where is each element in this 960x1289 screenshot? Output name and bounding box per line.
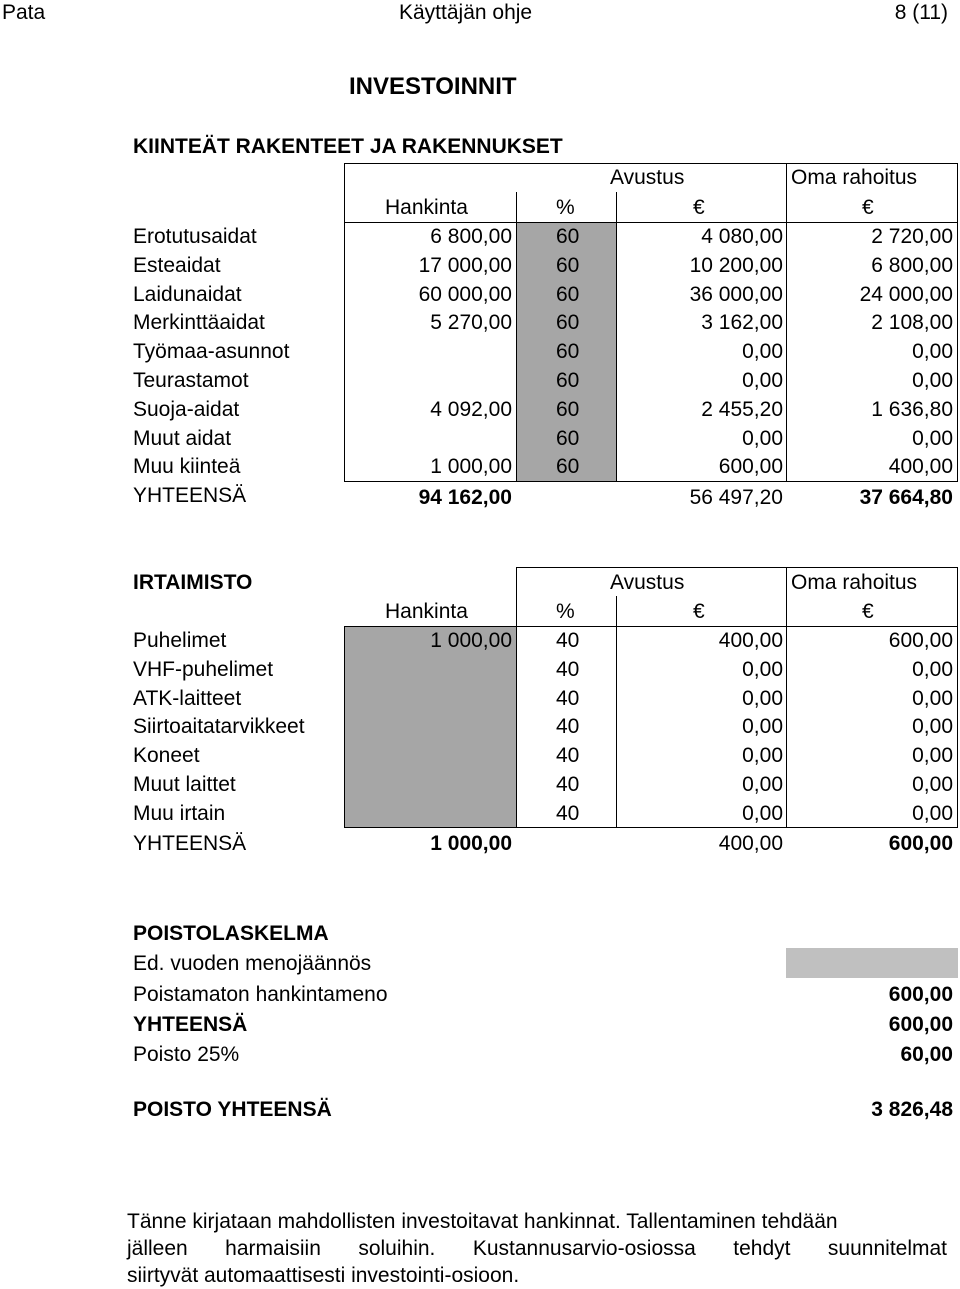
fixed-divider-2 xyxy=(616,192,617,481)
movable-row-label: Muu irtain xyxy=(133,801,226,825)
movable-total-avustus: 400,00 xyxy=(718,832,783,855)
fixed-row-pct: 60 xyxy=(556,340,580,364)
fixed-row-hankinta[interactable]: 1 000,00 xyxy=(430,455,512,479)
fixed-row-avustus: 0,00 xyxy=(742,369,783,392)
movable-row-oma: 0,00 xyxy=(912,657,953,681)
fixed-row-pct: 60 xyxy=(556,225,580,248)
page-title: INVESTOINNIT xyxy=(349,73,517,100)
fixed-col-eur-avustus: € xyxy=(693,196,705,219)
movable-row-label: ATK-laitteet xyxy=(133,686,242,710)
fixed-row-hankinta[interactable]: 17 000,00 xyxy=(418,253,512,277)
fixed-row-avustus: 0,00 xyxy=(742,340,783,364)
fixed-row-pct: 60 xyxy=(556,397,580,421)
fixed-row-label: Muut aidat xyxy=(133,426,232,450)
movable-col-eur-avustus: € xyxy=(693,600,705,623)
fixed-row-avustus: 10 200,00 xyxy=(689,253,783,277)
depreciation-total-label: POISTO YHTEENSÄ xyxy=(133,1098,332,1121)
movable-row-oma: 0,00 xyxy=(912,744,953,768)
movable-row-pct: 40 xyxy=(556,629,580,652)
note-line-3: siirtyvät automaattisesti investointi-osioon. xyxy=(127,1264,520,1287)
movable-row-avustus: 0,00 xyxy=(742,715,783,739)
fixed-row-label: Muu kiinteä xyxy=(133,455,241,479)
fixed-col-oma: Oma rahoitus xyxy=(791,166,918,189)
fixed-row-oma: 2 108,00 xyxy=(871,311,953,335)
note-line-1: Tänne kirjataan mahdollisten investoitavat hankinnat. Tallentaminen tehdään xyxy=(127,1210,838,1233)
movable-total-label: YHTEENSÄ xyxy=(133,832,247,855)
fixed-row-oma: 0,00 xyxy=(912,340,953,364)
fixed-header-border xyxy=(344,222,958,223)
note-line-2: jälleen harmaisiin soluihin. Kustannusarvio-osiossa tehdyt suunnitelmat xyxy=(127,1237,947,1260)
movable-col-avustus: Avustus xyxy=(610,571,685,594)
movable-row-label: Muut laittet xyxy=(133,773,236,796)
movable-top-border xyxy=(516,567,958,568)
depreciation-sum-value: 600,00 xyxy=(888,1013,953,1036)
fixed-left-border xyxy=(344,163,345,481)
fixed-row-label: Merkinttäaidat xyxy=(133,311,265,335)
movable-row-pct: 40 xyxy=(556,773,580,796)
movable-col-eur-oma: € xyxy=(862,600,874,623)
depreciation-total-value: 3 826,48 xyxy=(871,1098,953,1121)
fixed-row-oma: 2 720,00 xyxy=(871,225,953,248)
movable-row-pct: 40 xyxy=(556,715,580,739)
fixed-bottom-border xyxy=(344,481,958,482)
fixed-row-hankinta[interactable]: 4 092,00 xyxy=(430,397,512,421)
fixed-row-label: Laidunaidat xyxy=(133,282,242,306)
movable-row-pct: 40 xyxy=(556,686,580,710)
movable-row-avustus: 400,00 xyxy=(718,629,783,652)
fixed-row-label: Erotutusaidat xyxy=(133,225,257,248)
movable-row-avustus: 0,00 xyxy=(742,657,783,681)
movable-row-avustus: 0,00 xyxy=(742,801,783,825)
depreciation-rate-label: Poisto 25% xyxy=(133,1043,240,1066)
movable-divider-2 xyxy=(616,596,617,827)
undepreciated-label: Poistamaton hankintameno xyxy=(133,983,388,1006)
fixed-row-avustus: 36 000,00 xyxy=(689,282,783,306)
movable-header-border xyxy=(344,626,958,627)
movable-row-avustus: 0,00 xyxy=(742,686,783,710)
fixed-row-pct: 60 xyxy=(556,311,580,335)
fixed-row-oma: 0,00 xyxy=(912,426,953,450)
movable-row-oma: 0,00 xyxy=(912,773,953,796)
header-center: Käyttäjän ohje xyxy=(399,1,533,24)
movable-row-oma: 600,00 xyxy=(888,629,953,652)
movable-row-label: Puhelimet xyxy=(133,629,227,652)
fixed-row-pct: 60 xyxy=(556,455,580,479)
movable-bottom-border xyxy=(344,827,958,828)
fixed-row-avustus: 600,00 xyxy=(718,455,783,479)
movable-row-label: Siirtoaitatarvikkeet xyxy=(133,715,305,739)
fixed-row-oma: 6 800,00 xyxy=(871,253,953,277)
fixed-col-hankinta: Hankinta xyxy=(385,196,468,219)
fixed-row-pct: 60 xyxy=(556,369,580,392)
fixed-row-hankinta[interactable]: 60 000,00 xyxy=(418,282,512,306)
fixed-col-pct: % xyxy=(556,196,575,219)
fixed-total-avustus: 56 497,20 xyxy=(689,486,783,509)
movable-row-label: Koneet xyxy=(133,744,200,768)
header-page-number: 8 (11) xyxy=(894,1,948,24)
movable-row-hankinta[interactable]: 1 000,00 xyxy=(430,629,512,652)
movable-row-oma: 0,00 xyxy=(912,715,953,739)
movable-total-oma: 600,00 xyxy=(888,832,953,855)
depreciation-heading: POISTOLASKELMA xyxy=(133,922,329,945)
fixed-col-avustus: Avustus xyxy=(610,166,685,189)
fixed-row-avustus: 4 080,00 xyxy=(701,225,783,248)
depreciation-sum-label: YHTEENSÄ xyxy=(133,1013,248,1036)
prev-balance-label: Ed. vuoden menojäännös xyxy=(133,952,372,975)
movable-col-hankinta: Hankinta xyxy=(385,600,468,623)
fixed-col-eur-oma: € xyxy=(862,196,874,219)
movable-row-label: VHF-puhelimet xyxy=(133,657,274,681)
fixed-row-pct: 60 xyxy=(556,426,580,450)
movable-row-oma: 0,00 xyxy=(912,801,953,825)
movable-col-pct: % xyxy=(556,600,575,623)
header-left: Pata xyxy=(2,1,46,24)
fixed-row-pct: 60 xyxy=(556,282,580,306)
fixed-row-avustus: 0,00 xyxy=(742,426,783,450)
fixed-row-label: Työmaa-asunnot xyxy=(133,340,290,364)
movable-row-pct: 40 xyxy=(556,657,580,681)
prev-balance-input[interactable] xyxy=(786,948,958,978)
movable-row-avustus: 0,00 xyxy=(742,744,783,768)
movable-left-border xyxy=(344,626,345,827)
fixed-row-hankinta[interactable]: 6 800,00 xyxy=(430,225,512,248)
fixed-row-label: Esteaidat xyxy=(133,253,221,277)
fixed-row-avustus: 2 455,20 xyxy=(701,397,783,421)
fixed-total-hankinta: 94 162,00 xyxy=(418,486,512,509)
fixed-row-avustus: 3 162,00 xyxy=(701,311,783,335)
fixed-row-oma: 24 000,00 xyxy=(859,282,953,306)
fixed-top-border xyxy=(344,163,958,164)
movable-row-avustus: 0,00 xyxy=(742,773,783,796)
movable-divider-3 xyxy=(786,567,787,827)
fixed-total-oma: 37 664,80 xyxy=(859,486,953,509)
movable-hankinta-shading xyxy=(344,626,516,827)
movable-row-pct: 40 xyxy=(556,744,580,768)
depreciation-rate-value: 60,00 xyxy=(900,1043,953,1066)
fixed-row-oma: 1 636,80 xyxy=(871,397,953,421)
movable-row-oma: 0,00 xyxy=(912,686,953,710)
undepreciated-value: 600,00 xyxy=(888,983,953,1006)
fixed-heading: KIINTEÄT RAKENTEET JA RAKENNUKSET xyxy=(133,135,563,158)
fixed-row-oma: 0,00 xyxy=(912,369,953,392)
fixed-row-pct: 60 xyxy=(556,253,580,277)
movable-row-pct: 40 xyxy=(556,801,580,825)
movable-divider-1 xyxy=(516,567,517,827)
fixed-right-border xyxy=(957,163,958,481)
movable-right-border xyxy=(957,567,958,827)
fixed-row-label: Suoja-aidat xyxy=(133,397,240,421)
fixed-divider-3 xyxy=(786,163,787,481)
movable-total-hankinta: 1 000,00 xyxy=(430,832,512,855)
fixed-row-oma: 400,00 xyxy=(888,455,953,479)
movable-heading: IRTAIMISTO xyxy=(133,571,253,594)
fixed-row-label: Teurastamot xyxy=(133,369,249,392)
fixed-row-hankinta[interactable]: 5 270,00 xyxy=(430,311,512,335)
movable-col-oma: Oma rahoitus xyxy=(791,571,918,594)
fixed-divider-1 xyxy=(516,192,517,481)
fixed-total-label: YHTEENSÄ xyxy=(133,484,247,507)
